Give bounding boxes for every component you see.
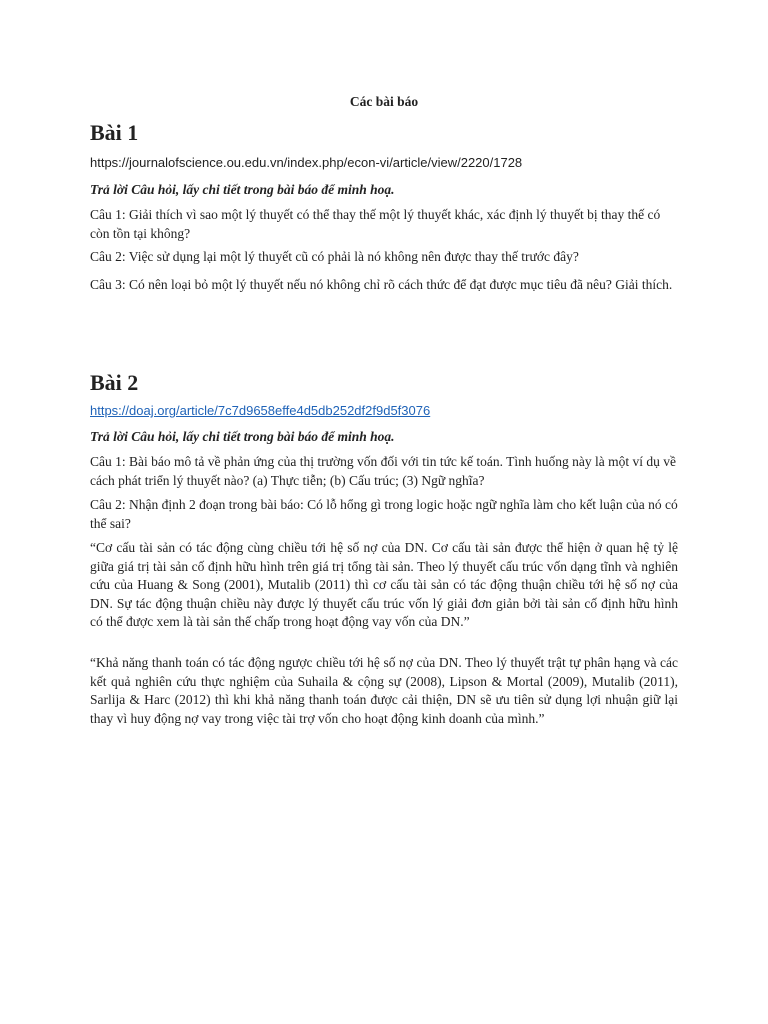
document-title: Các bài báo <box>349 94 419 109</box>
article-link-bai-2[interactable]: https://doaj.org/article/7c7d9658effe4d5db252df2f9d5f3076 <box>90 403 431 418</box>
section-heading-bai-2: Bài 2 <box>90 370 139 395</box>
quote-2-bai-2: “Khả năng thanh toán có tác động ngược chiều tới hệ số nợ của DN. Theo lý thuyết trật tự phân hạng và các kết quả nghiên cứu thực nghiệm của Suhaila & cộng sự (2008), Lipson & Mortal (2009), Mutalib (2011), Sarlija & Harc (2012) thì khi khả năng thanh toán được cải thiện, DN sẽ ưu tiên sử dụng lợi nhuận giữ lại thay vì huy động nợ vay trong việc tài trợ vốn cho hoạt động kinh doanh của mình.” <box>90 655 678 726</box>
quote-1-bai-2: “Cơ cấu tài sản có tác động cùng chiều tới hệ số nợ của DN. Cơ cấu tài sản được thể hiện ở quan hệ tỷ lệ giữa giá trị tài sản cố định hữu hình trên giá trị tổng tài sản. Theo lý thuyết cấu trúc vốn dạng tĩnh và nghiên cứu của Huang & Song (2001), Mutalib (2011) thì cơ cấu tài sản có tác động thuận chiều tới hệ số nợ của DN. Sự tác động thuận chiều này được lý thuyết cấu trúc vốn lý giải đơn giản bởi tài sản cố định hữu hình có thể được xem là tài sản thế chấp trong hoạt động vay vốn của DN.” <box>90 540 678 629</box>
article-url-bai-1: https://journalofscience.ou.edu.vn/index.php/econ-vi/article/view/2220/1728 <box>90 155 523 170</box>
question-2-bai-2: Câu 2: Nhận định 2 đoạn trong bài báo: Có lỗ hổng gì trong logic hoặc ngữ nghĩa làm cho kết luận của nó có thể sai? <box>90 497 678 531</box>
question-1-bai-1: Câu 1: Giải thích vì sao một lý thuyết có thể thay thế một lý thuyết khác, xác định lý thuyết bị thay thế có còn tồn tại không? <box>90 207 661 241</box>
instruction-bai-2: Trả lời Câu hỏi, lấy chi tiết trong bài báo để minh hoạ. <box>90 429 395 444</box>
question-1-bai-2: Câu 1: Bài báo mô tả về phản ứng của thị trường vốn đối với tin tức kế toán. Tình huống này là một ví dụ về cách phát triển lý thuyết nào? (a) Thực tiễn; (b) Cấu trúc; (3) Ngữ nghĩa? <box>90 454 677 488</box>
question-2-bai-1: Câu 2: Việc sử dụng lại một lý thuyết cũ có phải là nó không nên được thay thế trước đây? <box>90 249 579 264</box>
instruction-bai-1: Trả lời Câu hỏi, lấy chi tiết trong bài báo để minh hoạ. <box>90 182 395 197</box>
section-heading-bai-1: Bài 1 <box>90 120 139 145</box>
question-3-bai-1: Câu 3: Có nên loại bỏ một lý thuyết nếu nó không chỉ rõ cách thức để đạt được mục tiêu đã nêu? Giải thích. <box>90 277 673 292</box>
